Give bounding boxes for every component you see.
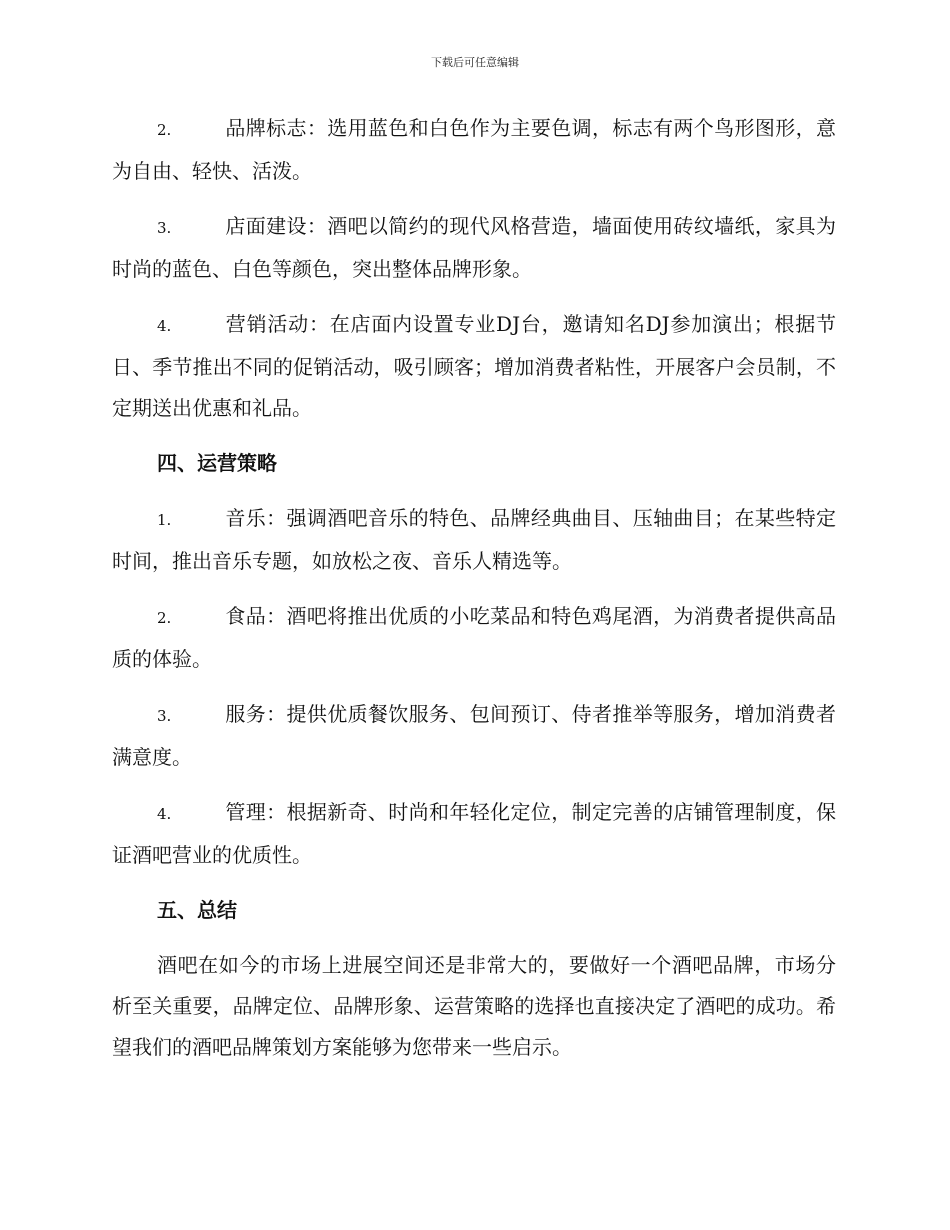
section-heading-summary: 五、总结 (157, 898, 237, 922)
list-item (112, 498, 836, 582)
list-number: 1. (157, 511, 172, 529)
list-text: 品牌标志：选用蓝色和白色作为主要色调，标志有两个鸟形图形，意为自由、轻快、活泼。 (112, 116, 836, 183)
list-number: 3. (157, 707, 172, 725)
list-number: 4. (157, 805, 172, 823)
list-number: 2. (157, 121, 172, 139)
document-body (112, 108, 836, 1082)
summary-paragraph: 酒吧在如今的市场上进展空间还是非常大的，要做好一个酒吧品牌，市场分析至关重要，品牌定位、品牌形象、运营策略的选择也直接决定了酒吧的成功。希望我们的酒吧品牌策划方案能够为您带来一些启示。 (112, 953, 836, 1059)
list-text: 店面建设：酒吧以简约的现代风格营造，墙面使用砖纹墙纸，家具为时尚的蓝色、白色等颜色，突出整体品牌形象。 (112, 214, 836, 281)
list-item (112, 206, 836, 290)
list-text: 食品：酒吧将推出优质的小吃菜品和特色鸡尾酒，为消费者提供高品质的体验。 (112, 604, 836, 671)
list-item (112, 792, 836, 876)
list-number: 3. (157, 219, 172, 237)
list-item (112, 596, 836, 680)
list-text: 管理：根据新奇、时尚和年轻化定位，制定完善的店铺管理制度，保证酒吧营业的优质性。 (112, 800, 836, 867)
page-header: 下载后可任意编辑 (431, 56, 519, 69)
list-text: 服务：提供优质餐饮服务、包间预订、侍者推举等服务，增加消费者满意度。 (112, 702, 836, 769)
list-item (112, 108, 836, 192)
list-text: 营销活动：在店面内设置专业DJ台，邀请知名DJ参加演出；根据节日、季节推出不同的促销活动，吸引顾客；增加消费者粘性，开展客户会员制，不定期送出优惠和礼品。 (112, 312, 836, 420)
list-item (112, 304, 836, 429)
list-text: 音乐：强调酒吧音乐的特色、品牌经典曲目、压轴曲目；在某些特定时间，推出音乐专题，如放松之夜、音乐人精选等。 (112, 506, 836, 573)
list-number: 2. (157, 609, 172, 627)
list-number: 4. (157, 317, 172, 335)
list-item (112, 694, 836, 778)
section-heading-operations: 四、运营策略 (157, 451, 277, 475)
